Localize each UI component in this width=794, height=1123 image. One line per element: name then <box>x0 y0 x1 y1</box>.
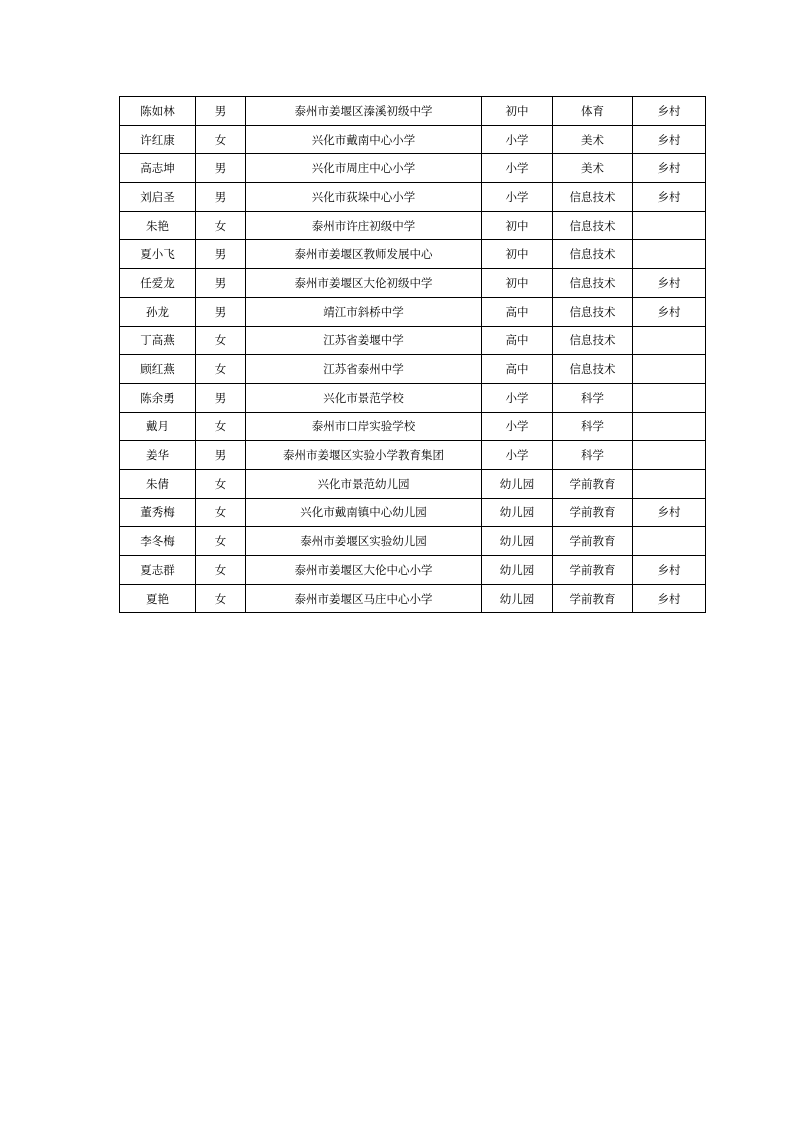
cell-name: 董秀梅 <box>120 498 196 527</box>
cell-stage: 初中 <box>482 240 553 269</box>
cell-stage: 初中 <box>482 269 553 298</box>
cell-stage: 幼儿园 <box>482 584 553 613</box>
table-row <box>120 240 706 269</box>
cell-school: 泰州市姜堰区马庄中心小学 <box>246 584 482 613</box>
cell-gender: 男 <box>196 97 246 126</box>
cell-area: 乡村 <box>633 154 706 183</box>
cell-subject: 学前教育 <box>553 584 633 613</box>
table-row <box>120 441 706 470</box>
cell-school: 泰州市姜堰区大伦初级中学 <box>246 269 482 298</box>
cell-stage: 初中 <box>482 97 553 126</box>
cell-stage: 幼儿园 <box>482 498 553 527</box>
table-row <box>120 412 706 441</box>
cell-area <box>633 355 706 384</box>
cell-stage: 小学 <box>482 154 553 183</box>
cell-name: 孙龙 <box>120 297 196 326</box>
cell-gender: 男 <box>196 240 246 269</box>
cell-area: 乡村 <box>633 498 706 527</box>
cell-area <box>633 240 706 269</box>
cell-gender: 女 <box>196 211 246 240</box>
cell-subject: 美术 <box>553 125 633 154</box>
table-row <box>120 154 706 183</box>
cell-subject: 学前教育 <box>553 527 633 556</box>
cell-gender: 女 <box>196 498 246 527</box>
table-row <box>120 355 706 384</box>
cell-gender: 男 <box>196 154 246 183</box>
cell-area: 乡村 <box>633 97 706 126</box>
cell-name: 顾红燕 <box>120 355 196 384</box>
cell-name: 姜华 <box>120 441 196 470</box>
cell-gender: 女 <box>196 527 246 556</box>
cell-subject: 科学 <box>553 383 633 412</box>
cell-gender: 女 <box>196 412 246 441</box>
table-row <box>120 125 706 154</box>
table-row <box>120 183 706 212</box>
cell-stage: 高中 <box>482 326 553 355</box>
cell-area: 乡村 <box>633 556 706 585</box>
cell-subject: 学前教育 <box>553 498 633 527</box>
cell-school: 兴化市景范幼儿园 <box>246 469 482 498</box>
cell-subject: 信息技术 <box>553 269 633 298</box>
cell-subject: 信息技术 <box>553 355 633 384</box>
cell-area <box>633 383 706 412</box>
cell-gender: 男 <box>196 269 246 298</box>
table-row <box>120 211 706 240</box>
table-row <box>120 498 706 527</box>
cell-school: 江苏省泰州中学 <box>246 355 482 384</box>
cell-area: 乡村 <box>633 269 706 298</box>
cell-stage: 幼儿园 <box>482 556 553 585</box>
cell-stage: 初中 <box>482 211 553 240</box>
cell-school: 江苏省姜堰中学 <box>246 326 482 355</box>
cell-subject: 学前教育 <box>553 556 633 585</box>
cell-area <box>633 469 706 498</box>
cell-school: 兴化市周庄中心小学 <box>246 154 482 183</box>
cell-stage: 小学 <box>482 441 553 470</box>
cell-name: 许红康 <box>120 125 196 154</box>
cell-stage: 小学 <box>482 125 553 154</box>
cell-subject: 信息技术 <box>553 240 633 269</box>
cell-area: 乡村 <box>633 125 706 154</box>
cell-stage: 小学 <box>482 412 553 441</box>
cell-subject: 信息技术 <box>553 211 633 240</box>
table-row <box>120 97 706 126</box>
table-row <box>120 326 706 355</box>
cell-name: 丁高燕 <box>120 326 196 355</box>
cell-gender: 男 <box>196 297 246 326</box>
cell-school: 泰州市姜堰区实验小学教育集团 <box>246 441 482 470</box>
cell-stage: 幼儿园 <box>482 527 553 556</box>
table-row <box>120 556 706 585</box>
cell-subject: 信息技术 <box>553 326 633 355</box>
cell-name: 陈如林 <box>120 97 196 126</box>
cell-name: 高志坤 <box>120 154 196 183</box>
cell-area <box>633 326 706 355</box>
cell-gender: 女 <box>196 584 246 613</box>
table-row <box>120 383 706 412</box>
cell-gender: 男 <box>196 183 246 212</box>
cell-school: 兴化市荻垛中心小学 <box>246 183 482 212</box>
cell-school: 靖江市斜桥中学 <box>246 297 482 326</box>
table-row <box>120 584 706 613</box>
table-row <box>120 297 706 326</box>
cell-gender: 女 <box>196 355 246 384</box>
cell-gender: 女 <box>196 556 246 585</box>
cell-name: 朱倩 <box>120 469 196 498</box>
cell-school: 泰州市姜堰区实验幼儿园 <box>246 527 482 556</box>
cell-area <box>633 441 706 470</box>
cell-gender: 女 <box>196 125 246 154</box>
cell-area: 乡村 <box>633 297 706 326</box>
cell-name: 夏志群 <box>120 556 196 585</box>
cell-school: 泰州市许庄初级中学 <box>246 211 482 240</box>
roster-body <box>120 97 706 613</box>
table-row <box>120 527 706 556</box>
cell-school: 泰州市口岸实验学校 <box>246 412 482 441</box>
cell-subject: 美术 <box>553 154 633 183</box>
table-row <box>120 269 706 298</box>
cell-name: 刘启圣 <box>120 183 196 212</box>
cell-name: 朱艳 <box>120 211 196 240</box>
cell-name: 陈余勇 <box>120 383 196 412</box>
cell-name: 夏小飞 <box>120 240 196 269</box>
cell-gender: 男 <box>196 383 246 412</box>
cell-gender: 女 <box>196 326 246 355</box>
cell-name: 任爱龙 <box>120 269 196 298</box>
cell-name: 夏艳 <box>120 584 196 613</box>
cell-subject: 信息技术 <box>553 183 633 212</box>
cell-school: 泰州市姜堰区教师发展中心 <box>246 240 482 269</box>
cell-area: 乡村 <box>633 183 706 212</box>
cell-school: 兴化市戴南镇中心幼儿园 <box>246 498 482 527</box>
cell-school: 兴化市景范学校 <box>246 383 482 412</box>
cell-stage: 高中 <box>482 355 553 384</box>
cell-school: 泰州市姜堰区大伦中心小学 <box>246 556 482 585</box>
cell-school: 兴化市戴南中心小学 <box>246 125 482 154</box>
cell-stage: 小学 <box>482 183 553 212</box>
cell-gender: 女 <box>196 469 246 498</box>
cell-area <box>633 527 706 556</box>
table-row <box>120 469 706 498</box>
cell-subject: 学前教育 <box>553 469 633 498</box>
cell-stage: 小学 <box>482 383 553 412</box>
cell-name: 戴月 <box>120 412 196 441</box>
cell-stage: 幼儿园 <box>482 469 553 498</box>
cell-area <box>633 211 706 240</box>
cell-stage: 高中 <box>482 297 553 326</box>
cell-gender: 男 <box>196 441 246 470</box>
cell-area <box>633 412 706 441</box>
cell-subject: 信息技术 <box>553 297 633 326</box>
teacher-roster-table <box>119 96 706 613</box>
cell-subject: 科学 <box>553 412 633 441</box>
cell-subject: 科学 <box>553 441 633 470</box>
cell-name: 李冬梅 <box>120 527 196 556</box>
cell-school: 泰州市姜堰区溱溪初级中学 <box>246 97 482 126</box>
cell-subject: 体育 <box>553 97 633 126</box>
cell-area: 乡村 <box>633 584 706 613</box>
